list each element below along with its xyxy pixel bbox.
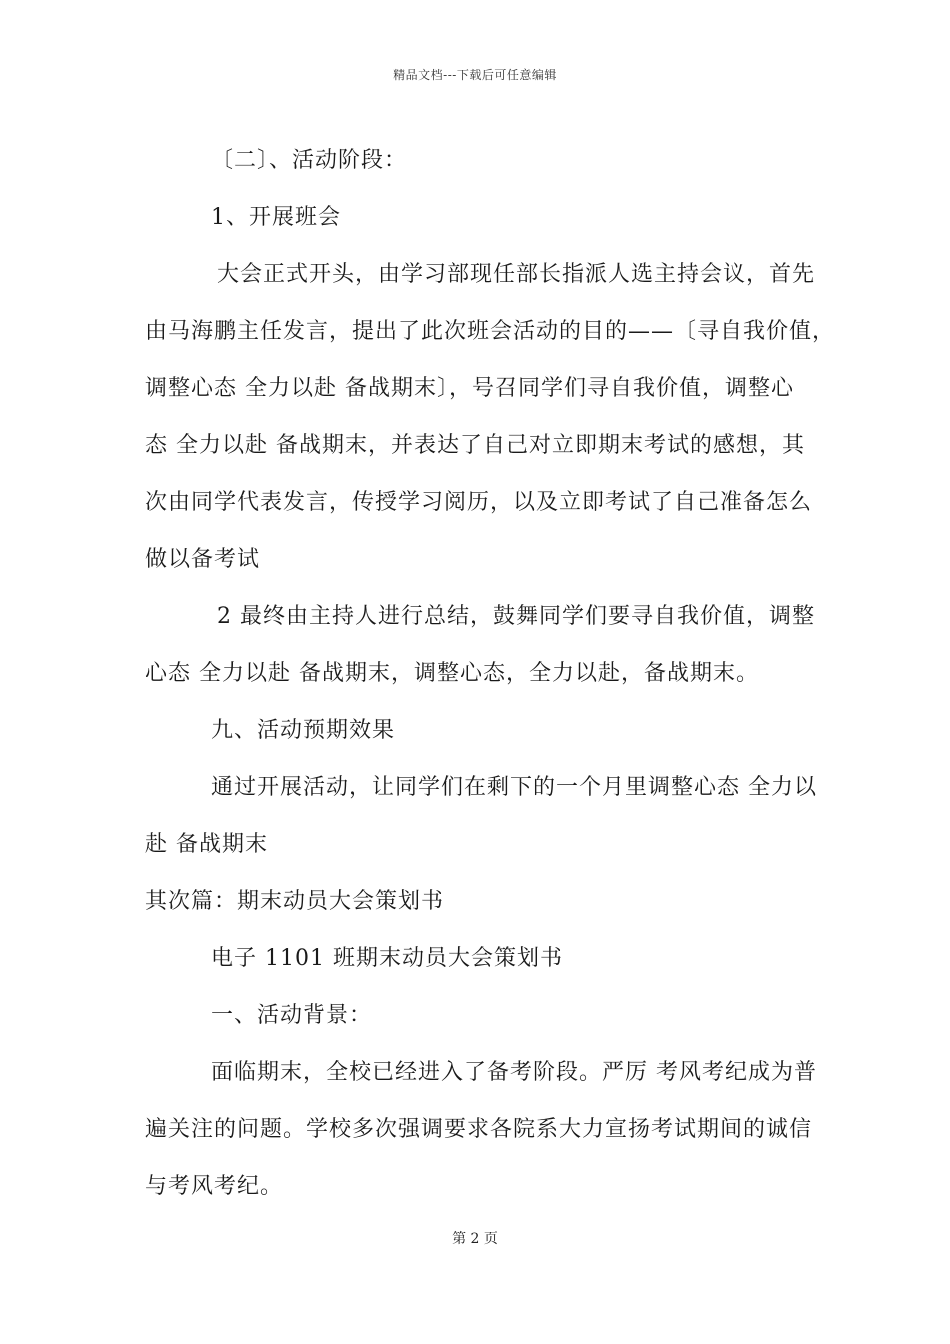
section-heading: 一、活动背景： xyxy=(211,1003,373,1028)
subsection-heading: 1、开展班会 xyxy=(211,205,341,230)
paragraph-line: 遍关注的问题。学校多次强调要求各院系大力宣扬考试期间的诚信 xyxy=(145,1117,813,1142)
section-heading: 九、活动预期效果 xyxy=(211,718,396,743)
chapter-title: 其次篇：期末动员大会策划书 xyxy=(145,889,445,914)
paragraph-line: 2 最终由主持人进行总结，鼓舞同学们要寻自我价值，调整 xyxy=(217,604,815,629)
paragraph-line: 做以备考试 xyxy=(145,547,261,572)
paragraph-line: 赴 备战期末 xyxy=(145,832,268,857)
document-title: 电子 1101 班期末动员大会策划书 xyxy=(211,946,563,971)
paragraph-line: 态 全力以赴 备战期末，并表达了自己对立即期末考试的感想，其 xyxy=(145,433,805,458)
page-number: 第 2 页 xyxy=(452,1231,498,1247)
paragraph-line: 面临期末，全校已经进入了备考阶段。严厉 考风考纪成为普 xyxy=(211,1060,817,1085)
section-heading: 〔二〕、活动阶段： xyxy=(211,148,408,173)
paragraph-line: 通过开展活动，让同学们在剩下的一个月里调整心态 全力以 xyxy=(211,775,817,800)
document-body xyxy=(145,132,835,1215)
paragraph-line: 与考风考纪。 xyxy=(145,1174,284,1199)
page-header: 精品文档---下载后可任意编辑 xyxy=(393,68,557,82)
paragraph-line: 次由同学代表发言，传授学习阅历，以及立即考试了自己准备怎么 xyxy=(145,490,813,515)
paragraph-line: 心态 全力以赴 备战期末，调整心态，全力以赴，备战期末。 xyxy=(145,661,759,686)
paragraph-line: 大会正式开头，由学习部现任部长指派人选主持会议，首先 xyxy=(217,262,816,287)
paragraph-line: 由马海鹏主任发言，提出了此次班会活动的目的——〔寻自我价值， xyxy=(145,319,836,344)
paragraph-line: 调整心态 全力以赴 备战期末〕，号召同学们寻自我价值，调整心 xyxy=(145,376,794,401)
